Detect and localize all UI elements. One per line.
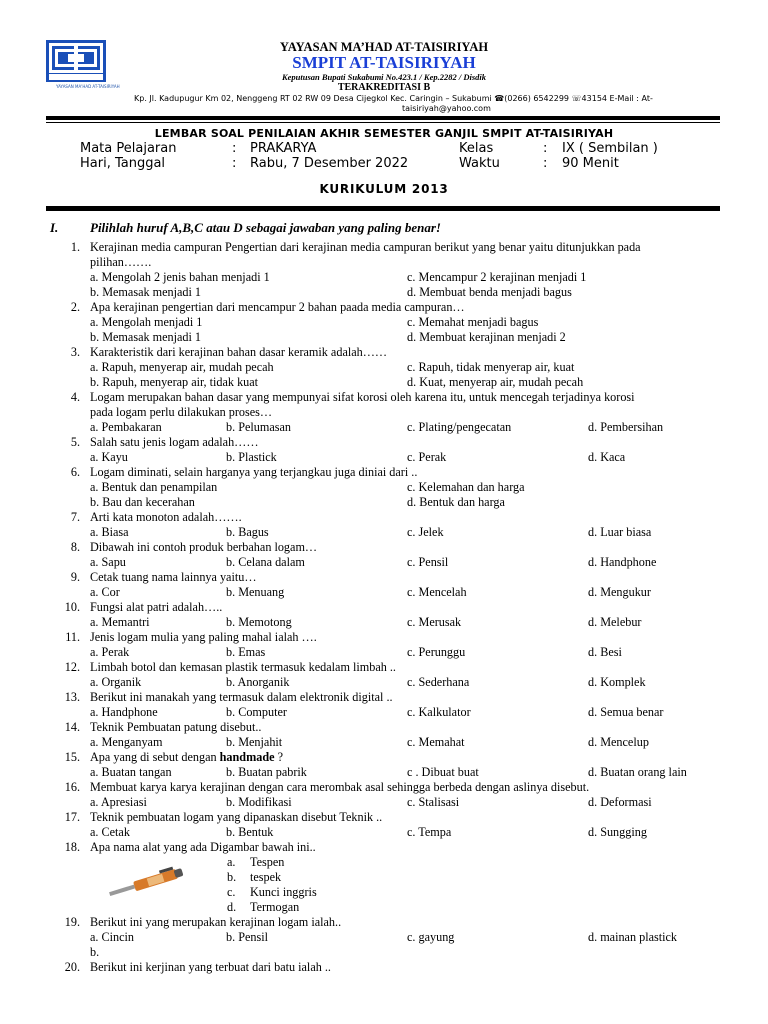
option-b: b. Bau dan kecerahan <box>90 495 195 509</box>
option-c: c. Merusak <box>407 615 462 629</box>
time-value: 90 Menit <box>562 156 619 171</box>
question-text: pilihan……. <box>90 255 152 269</box>
option-a: a. Cor <box>90 585 120 599</box>
option-c: c. Rapuh, tidak menyerap air, kuat <box>407 360 575 374</box>
option-d: d. mainan plastick <box>588 930 678 944</box>
option-d: d. Sungging <box>588 825 647 839</box>
option-c: c. Perunggu <box>407 645 466 659</box>
option-b: b. Memotong <box>226 615 292 629</box>
option-d: d. Buatan orang lain <box>588 765 687 779</box>
option-letter: c. <box>227 885 236 899</box>
question-item <box>0 570 768 600</box>
option-b: b. Pelumasan <box>226 420 291 434</box>
question-item <box>0 540 768 570</box>
header-rule-thick <box>46 116 720 120</box>
option-c: c. Perak <box>407 450 447 464</box>
option-d: Termogan <box>250 900 300 914</box>
option-a: a. Cetak <box>90 825 130 839</box>
option-c: c. gayung <box>407 930 455 944</box>
option-extra: b. <box>90 945 100 959</box>
curriculum: KURIKULUM 2013 <box>319 182 449 196</box>
option-a: a. Bentuk dan penampilan <box>90 480 218 494</box>
question-number: 8. <box>70 540 80 554</box>
date-value: Rabu, 7 Desember 2022 <box>250 156 409 171</box>
subject-label: Mata Pelajaran <box>80 141 177 156</box>
question-number: 18. <box>64 840 80 854</box>
option-a: a. Sapu <box>90 555 126 569</box>
question-number: 12. <box>64 660 80 674</box>
option-c: c. Memahat <box>407 735 465 749</box>
colon: : <box>232 156 237 171</box>
question-number: 13. <box>64 690 80 704</box>
option-a: a. Memantri <box>90 615 150 629</box>
option-b: b. Bentuk <box>226 825 274 839</box>
section-rule <box>46 206 720 211</box>
option-a: a. Mengolah menjadi 1 <box>90 315 203 329</box>
colon: : <box>543 156 548 171</box>
option-d: d. Komplek <box>588 675 646 689</box>
question-text: Apa nama alat yang ada Digambar bawah ini.. <box>90 840 316 854</box>
question-number: 7. <box>70 510 80 524</box>
option-a: a. Pembakaran <box>90 420 162 434</box>
question-text: Cetak tuang nama lainnya yaitu… <box>90 570 257 584</box>
option-b: b. Buatan pabrik <box>226 765 307 779</box>
section-number: I. <box>50 220 59 235</box>
option-b: b. Modifikasi <box>226 795 292 809</box>
question-item <box>0 240 768 300</box>
header-rule-thin <box>46 122 720 123</box>
address-line: Kp. Jl. Kadupugur Km 02, Nenggeng RT 02 RW 09 Desa Cijegkol Kec. Caringin – Sukabumi ☎(0266) 6542299 ☏43154 E-Mail : At- <box>134 94 653 103</box>
option-c: c. Kelemahan dan harga <box>407 480 525 494</box>
question-item <box>0 465 768 510</box>
option-b: b. Rapuh, menyerap air, tidak kuat <box>90 375 259 389</box>
option-b: b. Plastick <box>226 450 277 464</box>
question-text: Membuat karya karya kerajinan dengan cara merombak asal sehingga berbeda dengan aslinya disebut. <box>90 780 590 794</box>
question-text: Karakteristik dari kerajinan bahan dasar keramik adalah…… <box>90 345 388 359</box>
question-item <box>0 960 768 975</box>
option-d: d. Pembersihan <box>588 420 664 434</box>
question-item <box>0 750 768 780</box>
option-d: d. Bentuk dan harga <box>407 495 505 509</box>
question-number: 19. <box>64 915 80 929</box>
option-d: d. Kaca <box>588 450 626 464</box>
option-c: c. Kalkulator <box>407 705 471 719</box>
question-text: Fungsi alat patri adalah….. <box>90 600 223 614</box>
option-d: d. Membuat kerajinan menjadi 2 <box>407 330 566 344</box>
question-item <box>0 780 768 810</box>
question-item <box>0 510 768 540</box>
option-c: c. Pensil <box>407 555 449 569</box>
option-c: c. Sederhana <box>407 675 470 689</box>
question-item <box>0 630 768 660</box>
question-item <box>0 810 768 840</box>
question-text <box>90 750 283 765</box>
accreditation: TERAKREDITASI B <box>337 82 431 93</box>
colon: : <box>232 141 237 156</box>
question-text: Arti kata monoton adalah……. <box>90 510 242 524</box>
option-a: a. Mengolah 2 jenis bahan menjadi 1 <box>90 270 270 284</box>
question-item <box>0 660 768 690</box>
question-item <box>0 345 768 390</box>
question-text: Limbah botol dan kemasan plastik termasuk kedalam limbah .. <box>90 660 396 674</box>
question-text: Berikut ini manakah yang termasuk dalam elektronik digital .. <box>90 690 393 704</box>
question-item <box>0 390 768 435</box>
option-c: c . Dibuat buat <box>407 765 479 779</box>
colon: : <box>543 141 548 156</box>
option-b: b. Menuang <box>226 585 285 599</box>
question-text: Logam merupakan bahan dasar yang mempunyai sifat korosi oleh karena itu, untuk mencegah terjadinya korosi <box>90 390 635 404</box>
option-d: d. Handphone <box>588 555 657 569</box>
question-item <box>0 690 768 720</box>
question-text: Berikut ini yang merupakan kerajinan logam ialah.. <box>90 915 342 929</box>
question-item <box>0 435 768 465</box>
question-text: Teknik Pembuatan patung disebut.. <box>90 720 262 734</box>
question-text: Jenis logam mulia yang paling mahal ialah …. <box>90 630 317 644</box>
question-text: Salah satu jenis logam adalah…… <box>90 435 259 449</box>
option-b: tespek <box>250 870 282 884</box>
option-d: d. Melebur <box>588 615 642 629</box>
question-number: 9. <box>70 570 80 584</box>
date-label: Hari, Tanggal <box>80 156 166 171</box>
option-c: c. Memahat menjadi bagus <box>407 315 539 329</box>
option-c: c. Tempa <box>407 825 452 839</box>
question-number: 4. <box>70 390 80 404</box>
question-number: 1. <box>70 240 80 254</box>
option-a: a. Apresiasi <box>90 795 147 809</box>
question-number: 6. <box>70 465 80 479</box>
option-c: c. Jelek <box>407 525 444 539</box>
option-b: b. Celana dalam <box>226 555 305 569</box>
option-c: c. Mencelah <box>407 585 467 599</box>
option-d: d. Membuat benda menjadi bagus <box>407 285 572 299</box>
question-number: 16. <box>64 780 80 794</box>
option-b: b. Bagus <box>226 525 269 539</box>
question-number: 5. <box>70 435 80 449</box>
question-list <box>0 240 768 975</box>
option-d: d. Deformasi <box>588 795 652 809</box>
option-b: b. Anorganik <box>226 675 290 689</box>
option-d: d. Kuat, menyerap air, mudah pecah <box>407 375 584 389</box>
option-c: Kunci inggris <box>250 885 317 899</box>
email-line: taisiriyah@yahoo.com <box>402 104 491 113</box>
decree-line: Keputusan Bupati Sukabumi No.423.1 / Kep.2282 / Disdik <box>281 72 487 82</box>
question-item <box>0 915 768 960</box>
question-text: Apa kerajinan pengertian dari mencampur 2 bahan paada media campuran… <box>90 300 465 314</box>
question-text: Dibawah ini contoh produk berbahan logam… <box>90 540 318 554</box>
time-label: Waktu <box>459 156 500 171</box>
question-text-bold: handmade <box>219 750 275 764</box>
option-d: d. Mencelup <box>588 735 649 749</box>
question-text: Logam diminati, selain harganya yang terjangkau juga diniai dari .. <box>90 465 418 479</box>
option-a: a. Cincin <box>90 930 135 944</box>
school-name: SMPIT AT-TAISIRIYAH <box>292 53 476 72</box>
question-text: Teknik pembuatan logam yang dipanaskan disebut Teknik .. <box>90 810 383 824</box>
option-letter: a. <box>227 855 236 869</box>
question-text: pada logam perlu dilakukan proses… <box>90 405 273 419</box>
option-a: a. Buatan tangan <box>90 765 172 779</box>
logo-caption: YAYASAN MA'HAD AT-TAISIRIYAH <box>56 84 120 89</box>
question-number: 20. <box>64 960 80 974</box>
option-b: b. Menjahit <box>226 735 283 749</box>
question-number: 10. <box>64 600 80 614</box>
question-number: 14. <box>64 720 80 734</box>
question-item <box>0 600 768 630</box>
section-instruction: Pilihlah huruf A,B,C atau D sebagai jawaban yang paling benar! <box>90 220 441 235</box>
testpen-image <box>104 866 188 900</box>
option-a: a. Organik <box>90 675 142 689</box>
option-a: a. Biasa <box>90 525 129 539</box>
class-label: Kelas <box>459 141 494 156</box>
option-c: c. Plating/pengecatan <box>407 420 512 434</box>
question-number: 3. <box>70 345 80 359</box>
sheet-title: LEMBAR SOAL PENILAIAN AKHIR SEMESTER GANJIL SMPIT AT-TAISIRIYAH <box>154 127 614 140</box>
question-text-tail: ? <box>274 750 283 764</box>
question-text: Kerajinan media campuran Pengertian dari kerajinan media campuran berikut yang benar yaitu ditunjukkan pada <box>90 240 641 254</box>
option-b: b. Memasak menjadi 1 <box>90 285 202 299</box>
question-number: 2. <box>70 300 80 314</box>
option-a: a. Perak <box>90 645 130 659</box>
question-text: Berikut ini kerjinan yang terbuat dari batu ialah .. <box>90 960 331 974</box>
question-text-part: Apa yang di sebut dengan <box>90 750 220 764</box>
option-b: b. Memasak menjadi 1 <box>90 330 202 344</box>
option-letter: b. <box>227 870 237 884</box>
question-number: 11. <box>65 630 80 644</box>
option-c: c. Stalisasi <box>407 795 460 809</box>
option-d: d. Semua benar <box>588 705 664 719</box>
subject-value: PRAKARYA <box>250 141 317 156</box>
class-value: IX ( Sembilan ) <box>562 141 658 156</box>
question-number: 15. <box>64 750 80 764</box>
option-d: d. Besi <box>588 645 622 659</box>
option-a: a. Handphone <box>90 705 158 719</box>
option-letter: d. <box>227 900 237 914</box>
option-d: d. Luar biasa <box>588 525 652 539</box>
option-b: b. Emas <box>226 645 266 659</box>
option-b: b. Pensil <box>226 930 268 944</box>
option-a: a. Kayu <box>90 450 128 464</box>
question-number: 17. <box>64 810 80 824</box>
option-d: d. Mengukur <box>588 585 651 599</box>
option-a: a. Menganyam <box>90 735 163 749</box>
foundation-name: YAYASAN MA’HAD AT-TAISIRIYAH <box>279 40 489 54</box>
question-item <box>0 300 768 345</box>
option-a: Tespen <box>250 855 285 869</box>
option-b: b. Computer <box>226 705 287 719</box>
option-c: c. Mencampur 2 kerajinan menjadi 1 <box>407 270 587 284</box>
option-a: a. Rapuh, menyerap air, mudah pecah <box>90 360 274 374</box>
question-item <box>0 720 768 750</box>
